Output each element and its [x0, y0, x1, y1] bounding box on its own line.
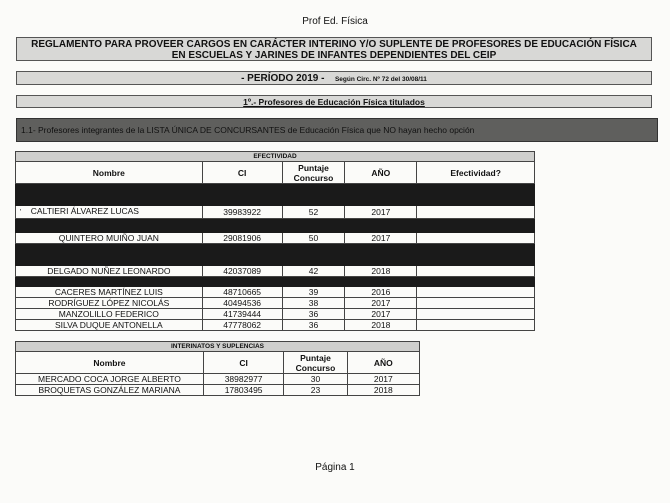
col-anio: AÑO — [347, 352, 419, 374]
row-efectividad — [417, 287, 535, 298]
row-puntaje: 38 — [282, 298, 345, 309]
row-puntaje: 42 — [282, 266, 345, 277]
row-puntaje: 39 — [282, 287, 345, 298]
table-row — [16, 320, 535, 331]
title-line-1: REGLAMENTO PARA PROVEER CARGOS EN CARÁCTER INTERINO Y/O SUPLENTE DE PROFESORES DE EDUCACIÓN FÍSICA — [31, 39, 637, 50]
row-anio: 2017 — [347, 374, 419, 385]
section-heading — [16, 95, 652, 108]
row-ci: 47778062 — [202, 320, 282, 331]
section-label: 1º.- Profesores de Educación Física titulados — [243, 97, 425, 107]
redacted-row — [16, 244, 535, 266]
row-nombre: RODRÍGUEZ LÓPEZ NICOLÁS — [16, 298, 203, 309]
row-ci: 17803495 — [203, 385, 283, 396]
row-anio: 2018 — [347, 385, 419, 396]
row-puntaje: 36 — [282, 320, 345, 331]
period-label: - PERÍODO 2019 - — [241, 73, 325, 84]
table-row — [16, 374, 420, 385]
row-anio: 2017 — [345, 298, 417, 309]
row-anio: 2017 — [345, 233, 417, 244]
row-nombre: DELGADO NUÑEZ LEONARDO — [16, 266, 203, 277]
col-ci: CI — [202, 162, 282, 184]
col-puntaje: Puntaje Concurso — [282, 162, 345, 184]
page-header: Prof Ed. Física — [302, 16, 368, 27]
row-puntaje: 50 — [282, 233, 345, 244]
regulation-title — [16, 37, 652, 61]
table-row — [16, 309, 535, 320]
row-ci: 40494536 — [202, 298, 282, 309]
row-nombre: CACERES MARTÍNEZ LUIS — [16, 287, 203, 298]
table-row — [16, 287, 535, 298]
table-row — [16, 266, 535, 277]
row-ci: 39983922 — [202, 206, 282, 219]
interinatos-table — [15, 341, 420, 396]
col-efectividad: Efectividad? — [417, 162, 535, 184]
row-anio: 2018 — [345, 266, 417, 277]
row-efectividad — [417, 206, 535, 219]
table-row — [16, 385, 420, 396]
row-nombre: MANZOLILLO FEDERICO — [16, 309, 203, 320]
interinatos-caption: INTERINATOS Y SUPLENCIAS — [16, 342, 420, 352]
row-efectividad — [417, 298, 535, 309]
row-anio: 2018 — [345, 320, 417, 331]
efectividad-table — [15, 151, 535, 331]
row-anio: 2017 — [345, 309, 417, 320]
row-mark: ' — [20, 209, 22, 216]
row-puntaje: 36 — [282, 309, 345, 320]
redacted-row — [16, 184, 535, 206]
row-nombre: CALTIERI ÁLVAREZ LUCAS — [30, 206, 139, 216]
col-anio: AÑO — [345, 162, 417, 184]
row-anio: 2016 — [345, 287, 417, 298]
redacted-row — [16, 219, 535, 233]
row-anio: 2017 — [345, 206, 417, 219]
row-ci: 42037089 — [202, 266, 282, 277]
row-efectividad — [417, 320, 535, 331]
row-nombre: QUINTERO MUIÑO JUAN — [16, 233, 203, 244]
row-ci: 48710665 — [202, 287, 282, 298]
redacted-row — [16, 277, 535, 287]
row-efectividad — [417, 266, 535, 277]
subsection-heading: 1.1- Profesores integrantes de la LISTA ÚNICA DE CONCURSANTES de Educación Física que NO hayan hecho opción — [16, 118, 658, 142]
title-line-2: EN ESCUELAS Y JARINES DE INFANTES DEPENDIENTES DEL CEIP — [171, 50, 497, 61]
row-efectividad — [417, 233, 535, 244]
table-row — [16, 298, 535, 309]
row-ci: 38982977 — [203, 374, 283, 385]
period-banner — [16, 71, 652, 85]
col-nombre: Nombre — [16, 352, 204, 374]
col-ci: CI — [203, 352, 283, 374]
col-puntaje: Puntaje Concurso — [284, 352, 347, 374]
row-ci: 29081906 — [202, 233, 282, 244]
row-puntaje: 52 — [282, 206, 345, 219]
efectividad-caption: EFECTIVIDAD — [16, 152, 535, 162]
page-footer: Página 1 — [315, 462, 355, 473]
circular-reference: Según Circ. Nº 72 del 30/08/11 — [334, 76, 427, 83]
row-ci: 41739444 — [202, 309, 282, 320]
row-puntaje: 30 — [284, 374, 347, 385]
table-row — [16, 233, 535, 244]
col-nombre: Nombre — [16, 162, 203, 184]
row-nombre: SILVA DUQUE ANTONELLA — [16, 320, 203, 331]
row-puntaje: 23 — [284, 385, 347, 396]
row-nombre: BROQUETAS GONZÁLEZ MARIANA — [16, 385, 204, 396]
table-row — [16, 206, 535, 219]
row-efectividad — [417, 309, 535, 320]
row-nombre: MERCADO COCA JORGE ALBERTO — [16, 374, 204, 385]
